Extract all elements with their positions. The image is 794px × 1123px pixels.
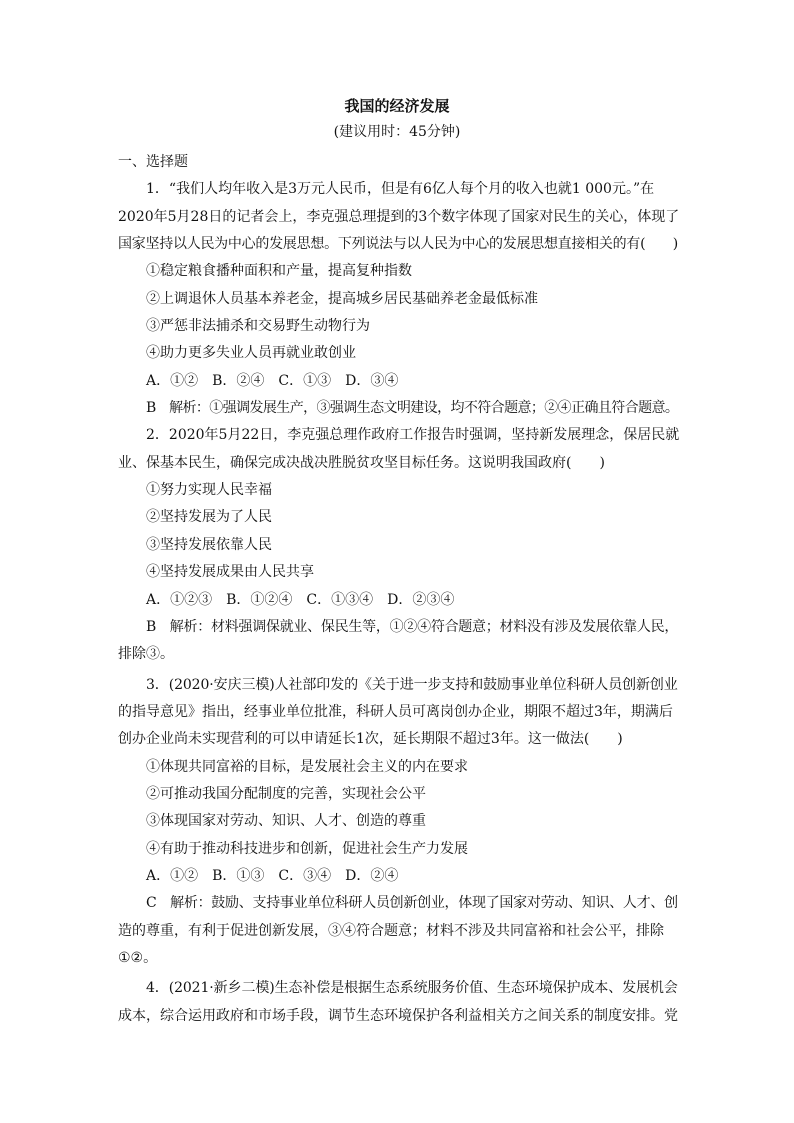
question-stem-line: 国家坚持以人民为中心的发展思想。下列说法与以人民为中心的发展思想直接相关的有( ): [118, 236, 679, 253]
question-stem-line: 创办企业尚未实现营利的可以申请延长1次，延长期限不超过3年。这一做法( ): [118, 731, 623, 748]
option-item: ④助力更多失业人员再就业敢创业: [146, 345, 356, 362]
answer-explanation: ①②。: [118, 949, 158, 966]
question-stem-line: 业、保基本民生，确保完成决战决胜脱贫攻坚目标任务。这说明我国政府( ): [118, 454, 605, 471]
option-item: ②可推动我国分配制度的完善，实现社会公平: [146, 785, 426, 802]
option-item: ②上调退休人员基本养老金，提高城乡居民基础养老金最低标准: [146, 290, 538, 307]
question-stem-line: 的指导意见》指出，经事业单位批准，科研人员可离岗创办企业，期限不超过3年，期满后: [118, 703, 673, 720]
answer-explanation: C 解析：鼓励、支持事业单位科研人员创新创业，体现了国家对劳动、知识、人才、创: [146, 895, 678, 912]
option-item: ③坚持发展依靠人民: [146, 536, 272, 553]
question-2: [118, 422, 680, 668]
document-title: 我国的经济发展: [344, 97, 450, 115]
answer-choices: A．①② B．②④ C．①③ D．③④: [146, 372, 399, 389]
question-stem-line: 成本，综合运用政府和市场手段，调节生态环境保护各利益相关方之间关系的制度安排。党: [118, 1007, 678, 1024]
option-item: ④有助于推动科技进步和创新，促进社会生产力发展: [146, 840, 468, 857]
option-item: ①稳定粮食播种面积和产量，提高复种指数: [146, 263, 412, 280]
question-stem-line: 3．(2020·安庆三模)人社部印发的《关于进一步支持和鼓励事业单位科研人员创新创业: [146, 676, 678, 693]
document-body: [118, 149, 680, 1030]
question-stem-line: 1．“我们人均年收入是3万元人民币，但是有6亿人每个月的收入也就1 000元。”在: [146, 181, 655, 198]
question-3: [118, 672, 680, 973]
option-item: ③体现国家对劳动、知识、人才、创造的尊重: [146, 813, 426, 830]
answer-explanation: B 解析：①强调发展生产，③强调生态文明建设，均不符合题意；②④正确且符合题意。: [146, 400, 679, 417]
option-item: ③严惩非法捕杀和交易野生动物行为: [146, 318, 370, 335]
answer-explanation: 造的尊重，有利于促进创新发展，③④符合题意；材料不涉及共同富裕和社会公平，排除: [118, 922, 664, 939]
section-heading: 一、选择题: [118, 154, 188, 170]
question-stem-line: 4．(2021·新乡二模)生态补偿是根据生态系统服务价值、生态环境保护成本、发展机会: [146, 980, 678, 997]
answer-choices: A．①②③ B．①②④ C．①③④ D．②③④: [146, 591, 455, 608]
question-1: [118, 176, 680, 422]
question-4: [118, 975, 680, 1030]
answer-choices: A．①② B．①③ C．③④ D．②④: [146, 867, 399, 884]
option-item: ①体现共同富裕的目标，是发展社会主义的内在要求: [146, 758, 468, 775]
answer-explanation: 排除③。: [118, 646, 174, 663]
question-stem-line: 2．2020年5月22日，李克强总理作政府工作报告时强调，坚持新发展理念，保居民就: [146, 427, 680, 444]
question-stem-line: 2020年5月28日的记者会上，李克强总理提到的3个数字体现了国家对民生的关心，体现了: [118, 208, 680, 225]
document-subtitle: (建议用时：45分钟): [333, 124, 461, 140]
option-item: ②坚持发展为了人民: [146, 509, 272, 526]
option-item: ④坚持发展成果由人民共享: [146, 564, 314, 581]
option-item: ①努力实现人民幸福: [146, 482, 272, 499]
answer-explanation: B 解析：材料强调保就业、保民生等，①②④符合题意；材料没有涉及发展依靠人民，: [146, 618, 679, 635]
